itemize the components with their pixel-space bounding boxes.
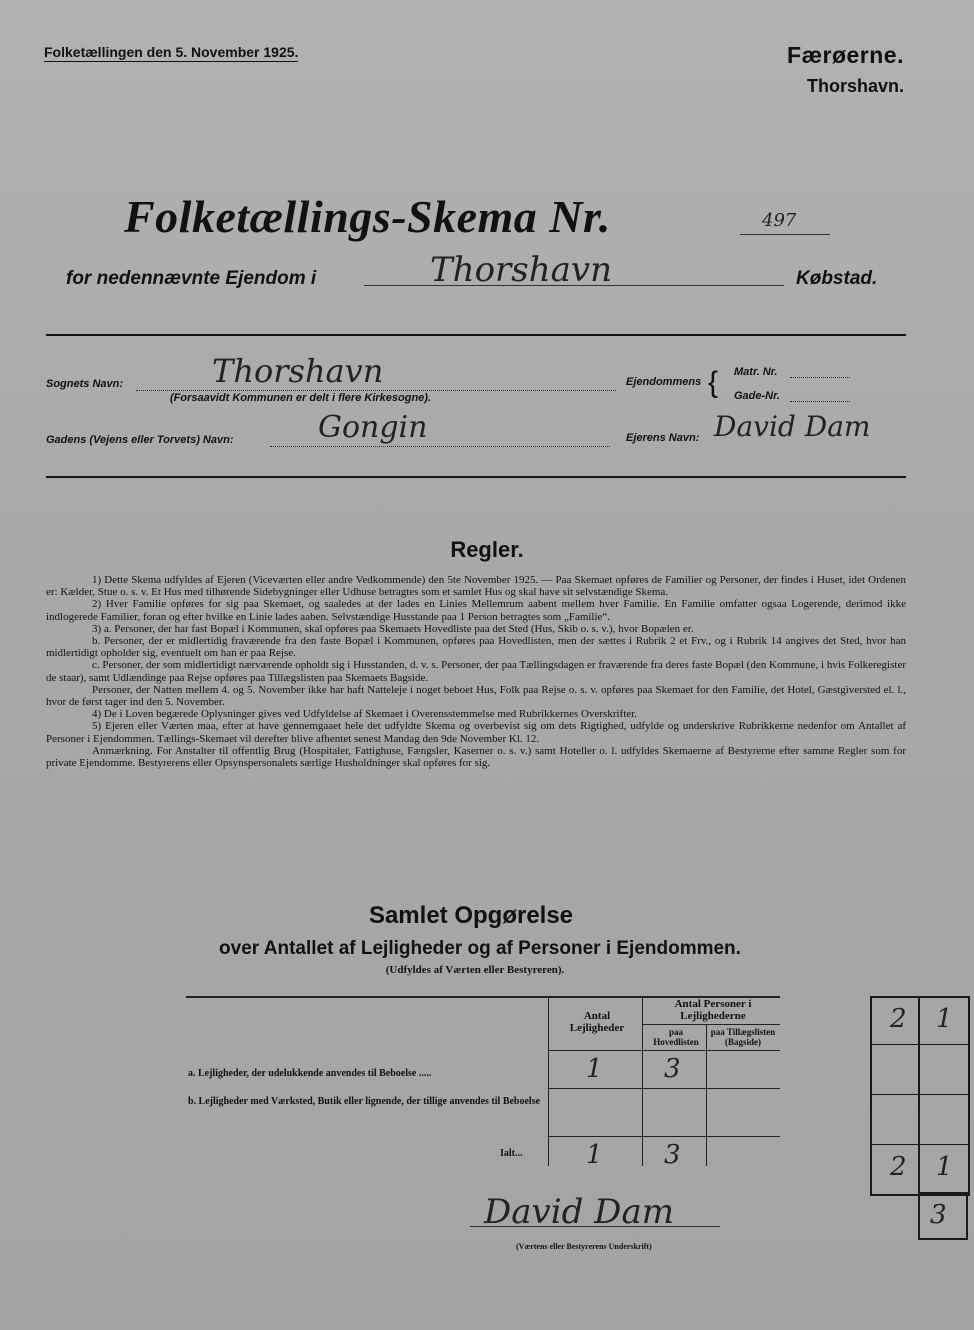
rule-paragraph: Personer, der Natten mellem 4. og 5. November ikke har haft Natteleje i noget beboet Hus, Folk paa Rejse o. s. v. opføres paa Skemaet for den Familie, det Hotel, Gæstgiversted el. l., hvor de først tager ind den 5. November.: [46, 683, 906, 709]
signature: David Dam: [484, 1192, 674, 1232]
property-location-line: [364, 285, 784, 286]
header-region: Færøerne.: [787, 42, 904, 68]
signature-label: (Værtens eller Bestyrerens Underskrift): [516, 1242, 652, 1251]
form-number-line: [740, 234, 830, 235]
matr-label: Matr. Nr.: [734, 366, 778, 378]
rule-paragraph: Anmærkning. For Anstalter til offentlig Brug (Hospitaler, Fattighuse, Fængsler, Kaserner o. s. v.) samt Hoteller o. l. udfyldes Skemaerne af Bestyrerne efter samme Regler som for private Ejendomme. Bestyrerens eller Opsynspersonalets særlige Husholdninger skal opføres for sig.: [46, 744, 906, 770]
side-tally-box: [870, 996, 970, 1196]
side-r4c1: 2: [890, 1152, 907, 1182]
divider-mid: [46, 476, 906, 478]
parish-label: Sognets Navn:: [46, 378, 124, 390]
row-a-label: a. Lejligheder, der udelukkende anvendes til Beboelse .....: [188, 1068, 432, 1079]
gade-nr-label: Gade-Nr.: [734, 390, 780, 402]
side-hline: [870, 1144, 968, 1145]
row-a-apartments: 1: [586, 1054, 603, 1084]
table-vline: [642, 996, 643, 1166]
form-title: Folketællings-Skema Nr.: [124, 191, 611, 242]
parish-note: (Forsaavidt Kommunen er delt i flere Kirkesogne).: [170, 392, 432, 404]
divider-top: [46, 334, 906, 336]
rule-paragraph: 1) Dette Skema udfyldes af Ejeren (Viceværten eller andre Vedkommende) den 5te November 1925. — Paa Skemaet opføres de Familier og Personer, der findes i Huset, idet Ordenen er: Kælder, Stue o. s. v. Et Hus med tilhørende Sidebygninger eller Udhuse betragtes som et samlet Hus og skal have sit selvstændige Skema.: [46, 574, 906, 599]
rules-text: [46, 574, 906, 769]
rule-paragraph: 2) Hver Familie opføres for sig paa Skemaet, og saaledes at der lades en Linies Mellemrum aabent mellem hver Familie. En Familie omfatter ogsaa Logerende, derimod ikke indlogerede Familier, foran og efter hvilke en Linie lades aaben. Selvstændige Husstande paa 1 Person betragtes som „Familie“.: [46, 598, 906, 623]
rules-heading: Regler.: [450, 537, 524, 562]
table-vline: [706, 1024, 707, 1166]
rule-paragraph: c. Personer, der som midlertidigt nærværende opholdt sig i Husstanden, d. v. s. Personer, der paa Tællingsdagen er fraværende fra deres faste Bopæl (den Kommune, i hvis Folkeregister de staar), samt Udlændinge paa Rejse opføres paa Tillægslisten paa Skemaets Bagside.: [46, 659, 906, 684]
table-hline: [548, 1050, 780, 1051]
rule-paragraph: 3) a. Personer, der har fast Bopæl i Kommunen, skal opføres paa Skemaets Hovedliste paa det Sted (Hus, Skib o. s. v.), hvor Bopælen er.: [92, 622, 694, 635]
brace: {: [708, 366, 719, 399]
header-census-date: Folketællingen den 5. November 1925.: [44, 44, 299, 60]
summary-heading: Samlet Opgørelse: [368, 902, 574, 929]
table-vline: [548, 996, 549, 1166]
street-label: Gadens (Vejens eller Torvets) Navn:: [46, 434, 234, 446]
rule-paragraph: 5) Ejeren eller Værten maa, efter at have gennemgaaet hele det udfyldte Skema og overbevist sig om dets Rigtighed, udfylde og underskrive Rubrikkerne nedenfor om Antallet af Personer i Ejendommen. Tællings-Skemaet vil derefter blive afhentet senest Mandag den 9de November Kl. 12.: [46, 720, 906, 745]
col-header-persons: Antal Personer i Lejlighederne: [674, 998, 752, 1022]
property-label: Ejendommens: [626, 376, 702, 388]
owner-label: Ejerens Navn:: [626, 432, 700, 444]
col-header-apartments: Antal Lejligheder: [569, 1010, 625, 1034]
summary-subheading: over Antallet af Lejligheder og af Personer i Ejendommen.: [219, 938, 741, 959]
col-header-main-list: paa Hovedlisten: [653, 1027, 699, 1047]
street-line: [270, 446, 610, 447]
row-a-persons-main: 3: [664, 1054, 681, 1084]
table-hline: [642, 1024, 780, 1025]
side-r5c2: 3: [930, 1200, 947, 1230]
side-hline: [870, 1094, 968, 1095]
header-town: Thorshavn.: [806, 76, 904, 96]
gade-nr-line: [790, 401, 850, 402]
side-r4c2: 1: [936, 1152, 953, 1182]
parish-value: Thorshavn: [212, 352, 384, 390]
rule-paragraph: b. Personer, der er midlertidig fraværende fra den faste Bopæl i Kommunen, opføres paa Hovedlisten, men der sættes i Rubrik 2 et Frv., og i Rubrik 14 angives det Sted, hvor han midlertidigt opholder sig, eventuelt om han er paa Rejse.: [46, 635, 906, 660]
row-total-label: Ialt...: [500, 1148, 523, 1159]
street-value: Gongin: [318, 410, 428, 445]
rule-paragraph: 4) De i Loven begærede Oplysninger gives ved Udfyldelse af Skemaet i Overensstemmelse med Rubrikkernes Overskrifter.: [92, 708, 637, 721]
form-number: 497: [762, 210, 797, 231]
summary-note: (Udfyldes af Værten eller Bestyreren).: [385, 964, 565, 976]
side-hline: [870, 1044, 968, 1045]
total-persons-main: 3: [664, 1140, 681, 1170]
row-b-label: b. Lejligheder med Værksted, Butik eller lignende, der tillige anvendes til Beboelse: [188, 1096, 541, 1107]
owner-value: David Dam: [714, 410, 871, 443]
col-header-supplement-list: paa Tillægslisten (Bagside): [710, 1027, 776, 1047]
property-location-value: Thorshavn: [430, 250, 613, 290]
matr-line: [790, 377, 850, 378]
side-r1c2: 1: [936, 1004, 953, 1034]
parish-line: [136, 390, 616, 391]
property-type-label: Købstad.: [796, 268, 878, 289]
total-apartments: 1: [586, 1140, 603, 1170]
table-hline: [548, 1136, 780, 1137]
side-r1c1: 2: [890, 1004, 907, 1034]
property-location-label: for nedennævnte Ejendom i: [66, 268, 317, 289]
table-hline: [548, 1088, 780, 1089]
signature-line: [470, 1226, 720, 1227]
